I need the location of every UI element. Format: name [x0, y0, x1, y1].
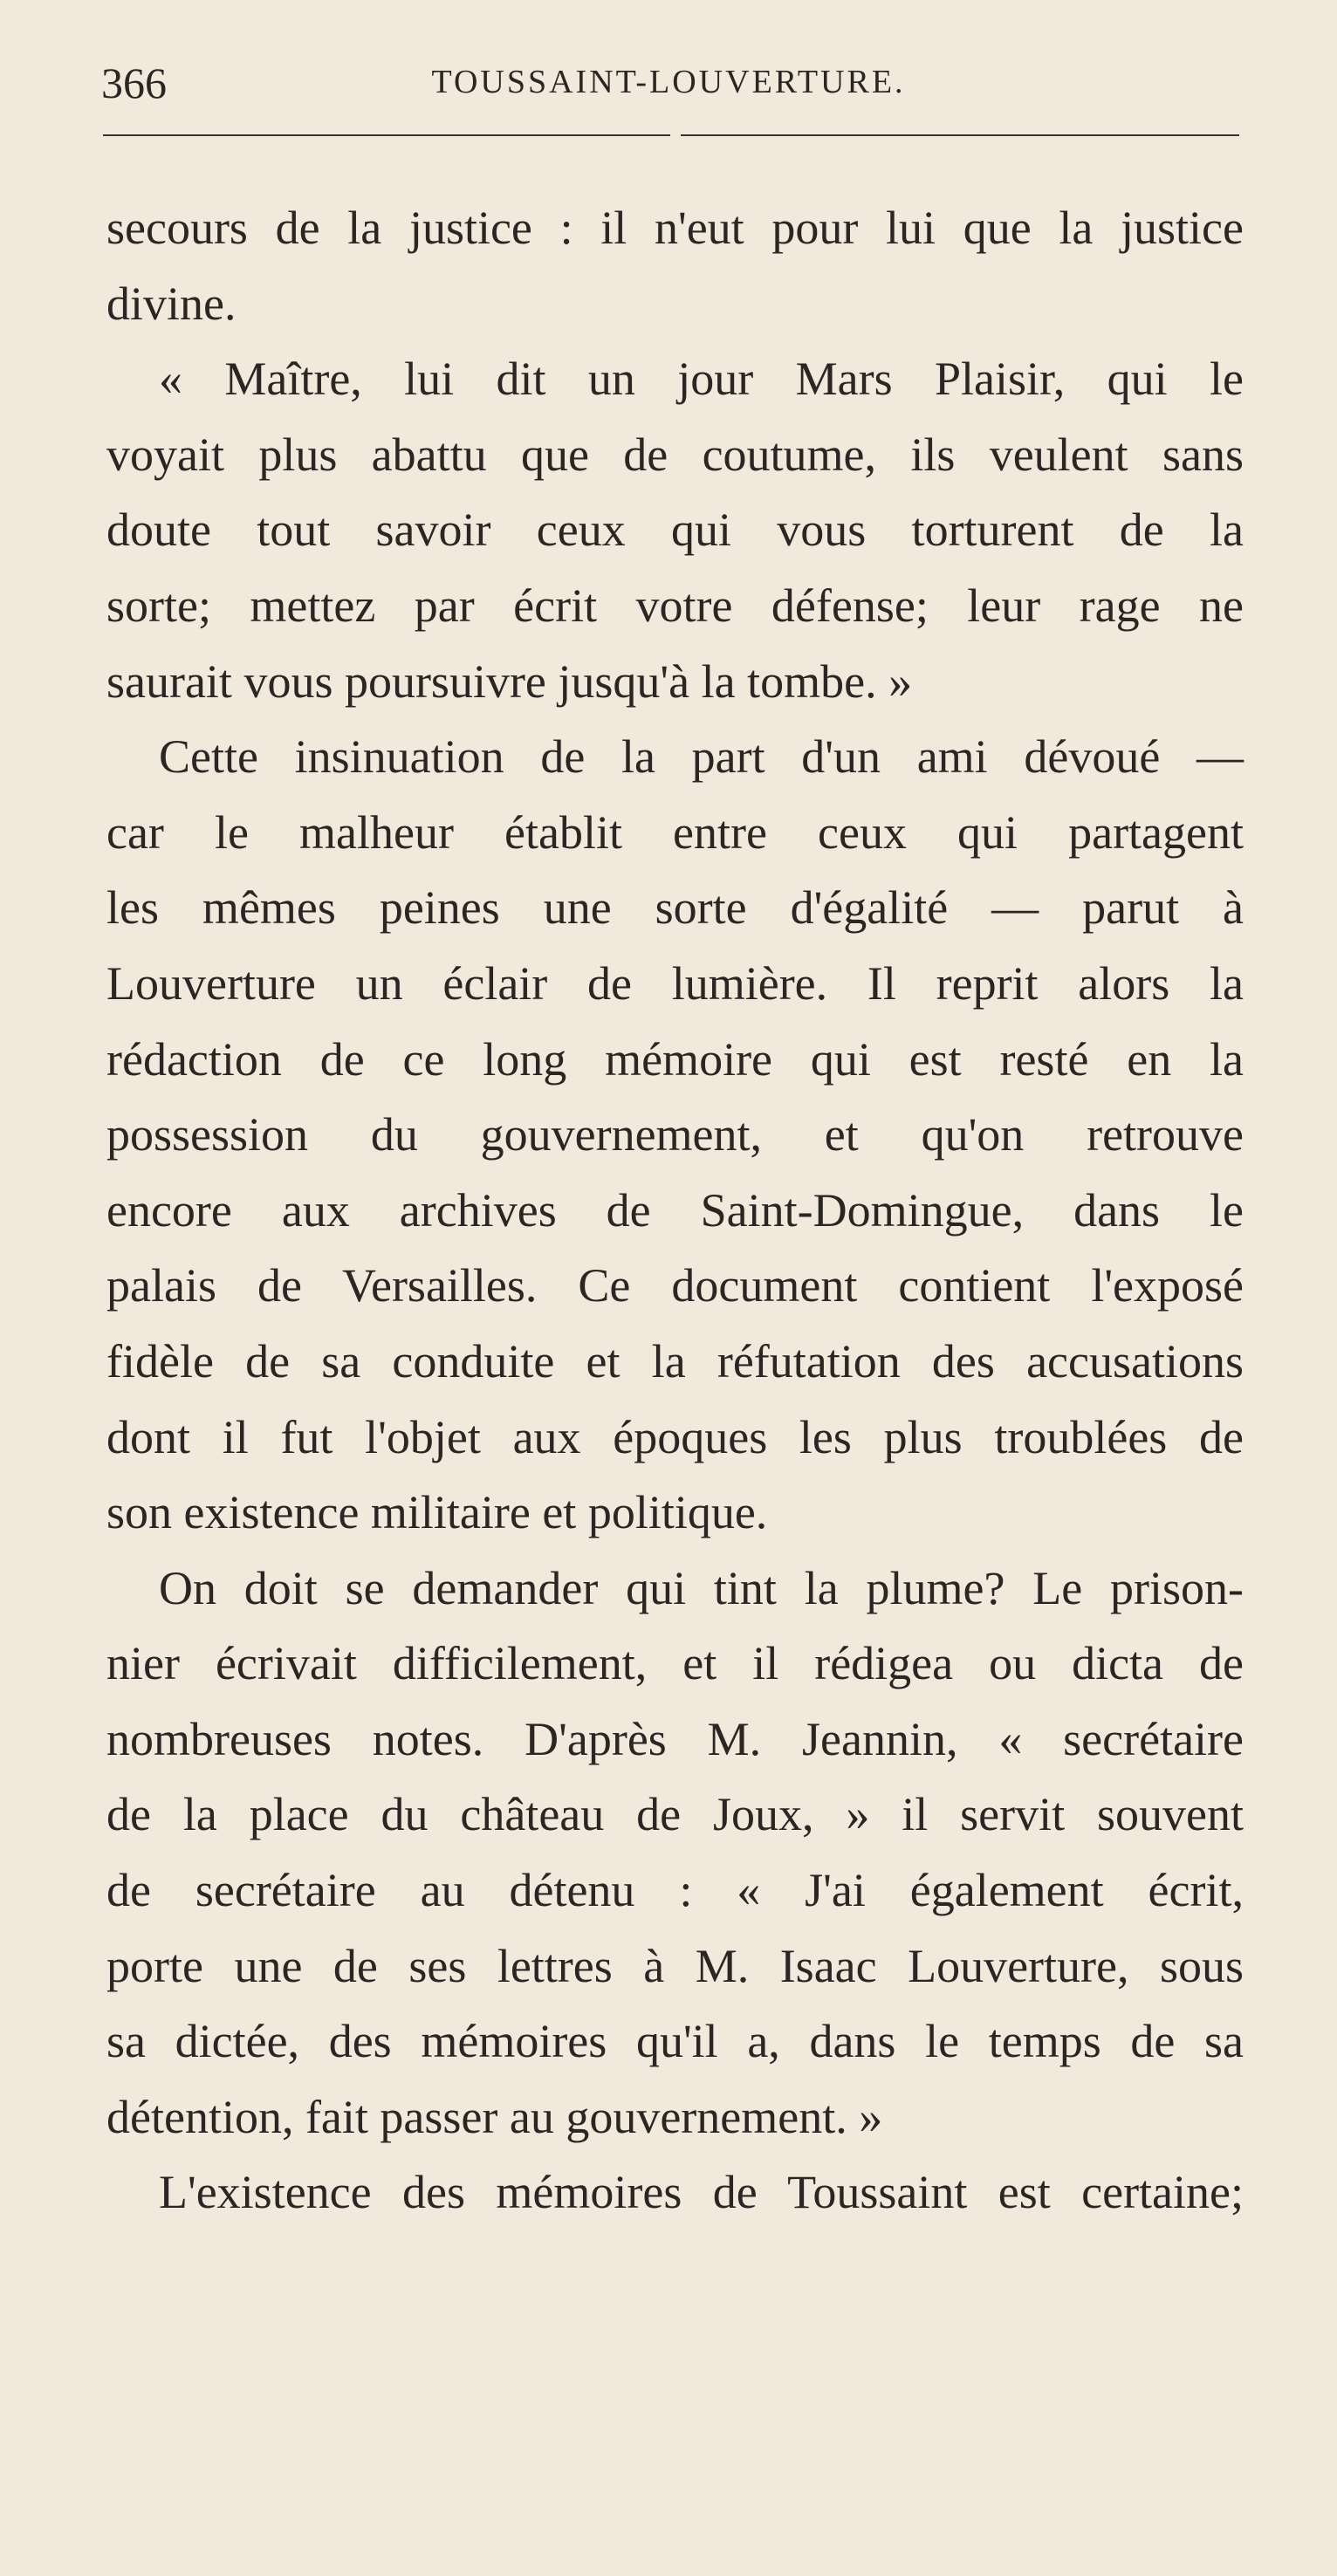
text-line: car le malheur établit entre ceux qui partagent: [106, 805, 1244, 859]
text-line: Cette insinuation de la part d'un ami dévoué —: [159, 730, 1244, 784]
text-line: dont il fut l'objet aux époques les plus troublées de: [106, 1410, 1244, 1463]
text-line: possession du gouvernement, et qu'on retrouve: [106, 1108, 1244, 1161]
text-line: sorte; mettez par écrit votre défense; leur rage ne: [106, 579, 1244, 632]
text-line: palais de Versailles. Ce document contient l'exposé: [106, 1259, 1244, 1312]
text-line: rédaction de ce long mémoire qui est resté en la: [106, 1032, 1244, 1086]
text-line: « Maître, lui dit un jour Mars Plaisir, qui le: [159, 353, 1244, 406]
text-line: nier écrivait difficilement, et il rédigea ou dicta de: [106, 1637, 1244, 1690]
text-line: voyait plus abattu que de coutume, ils veulent sans: [106, 428, 1244, 481]
text-line: L'existence des mémoires de Toussaint est certaine;: [159, 2166, 1244, 2219]
page-number: 366: [101, 58, 167, 107]
text-line: son existence militaire et politique.: [106, 1486, 768, 1539]
text-line: Louverture un éclair de lumière. Il reprit alors la: [106, 956, 1244, 1010]
running-title: TOUSSAINT-LOUVERTURE.: [431, 64, 906, 100]
text-line: porte une de ses lettres à M. Isaac Louverture, sous: [106, 1939, 1244, 1992]
text-line: sa dictée, des mémoires qu'il a, dans le temps de sa: [106, 2015, 1244, 2068]
text-line: détention, fait passer au gouvernement. »: [106, 2090, 883, 2143]
text-line: de secrétaire au détenu : « J'ai également écrit,: [106, 1864, 1244, 1917]
body-text: [106, 190, 1244, 2230]
text-line: fidèle de sa conduite et la réfutation des accusations: [106, 1334, 1244, 1387]
text-line: divine.: [106, 277, 237, 330]
text-line: nombreuses notes. D'après M. Jeannin, « secrétaire: [106, 1712, 1244, 1765]
text-line: On doit se demander qui tint la plume? Le prison-: [159, 1561, 1244, 1614]
text-line: de la place du château de Joux, » il servit souvent: [106, 1788, 1244, 1841]
header-rule-left: [103, 134, 670, 136]
text-line: secours de la justice : il n'eut pour lui que la justice: [106, 202, 1244, 254]
text-line: saurait vous poursuivre jusqu'à la tombe. »: [106, 654, 913, 708]
text-line: les mêmes peines une sorte d'égalité — parut à: [106, 881, 1244, 935]
text-line: encore aux archives de Saint-Domingue, dans le: [106, 1183, 1244, 1237]
header-rule-right: [681, 134, 1239, 136]
text-line: doute tout savoir ceux qui vous torturent de la: [106, 504, 1244, 557]
